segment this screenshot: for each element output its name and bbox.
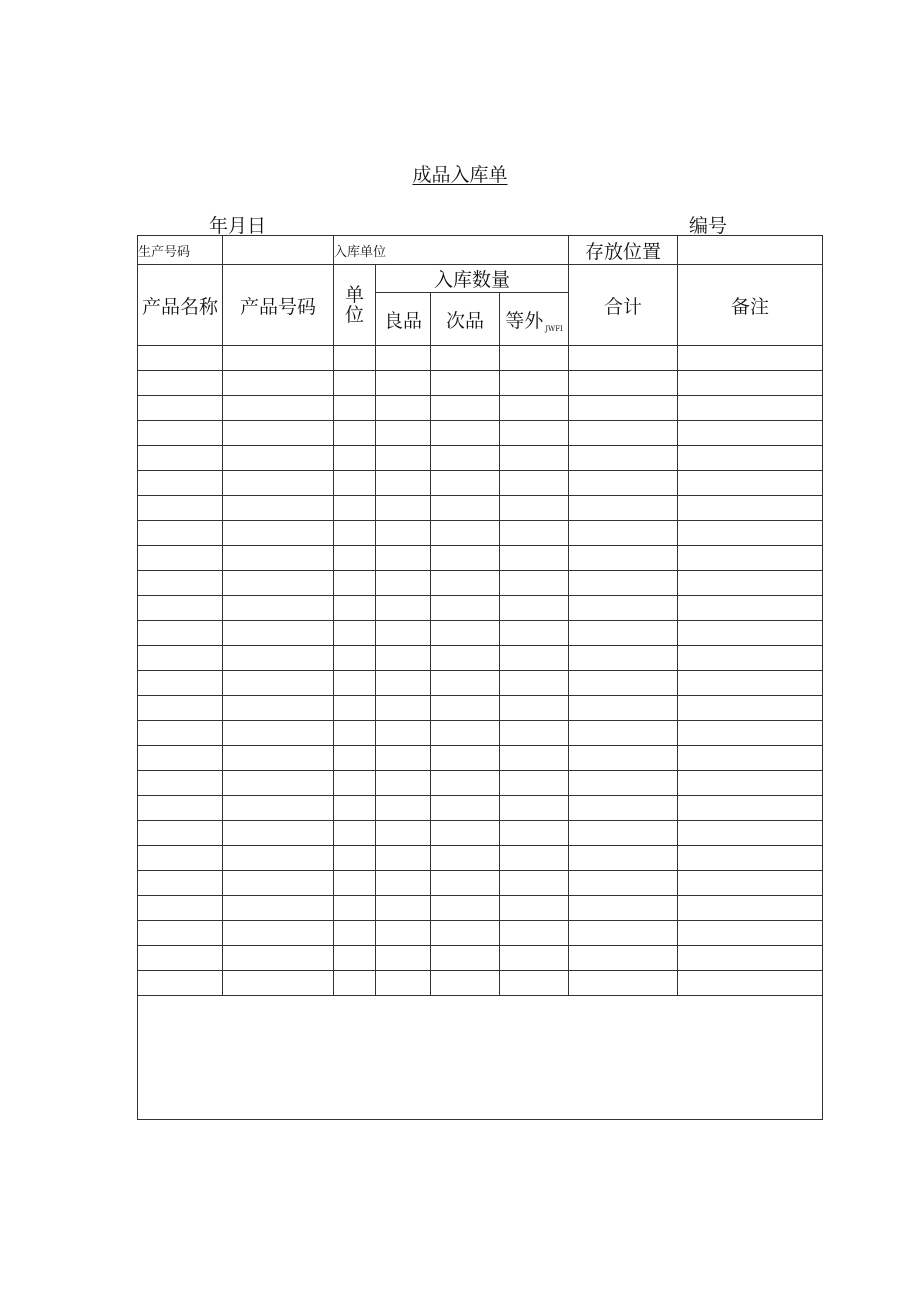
table-row [138,746,823,771]
storage-location-label: 存放位置 [569,236,678,265]
defective-quantity-header: 次品 [431,293,500,346]
table-row [138,346,823,371]
table-cell[interactable] [223,471,334,496]
table-cell[interactable] [500,646,569,671]
table-cell[interactable] [334,521,376,546]
production-number-label: 生产号码 [138,236,223,265]
table-cell[interactable] [376,646,431,671]
table-cell[interactable] [431,346,500,371]
table-cell[interactable] [334,371,376,396]
table-cell[interactable] [678,496,823,521]
table-cell[interactable] [223,871,334,896]
table-cell[interactable] [678,621,823,646]
table-cell[interactable] [678,921,823,946]
table-cell[interactable] [334,921,376,946]
table-row [138,396,823,421]
table-cell[interactable] [376,521,431,546]
table-cell[interactable] [569,821,678,846]
table-cell[interactable] [138,846,223,871]
table-cell[interactable] [376,446,431,471]
table-cell[interactable] [138,696,223,721]
table-cell[interactable] [569,971,678,996]
table-cell[interactable] [223,671,334,696]
table-cell[interactable] [223,546,334,571]
table-row [138,971,823,996]
table-cell[interactable] [500,896,569,921]
table-cell[interactable] [376,471,431,496]
table-cell[interactable] [431,371,500,396]
table-row [138,846,823,871]
table-cell[interactable] [678,521,823,546]
table-cell[interactable] [223,596,334,621]
table-cell[interactable] [500,721,569,746]
serial-number-label: 编号 [689,215,728,237]
table-cell[interactable] [376,896,431,921]
inbound-form-table [137,235,823,1120]
table-cell[interactable] [431,646,500,671]
table-cell[interactable] [223,646,334,671]
table-cell[interactable] [569,746,678,771]
table-cell[interactable] [500,371,569,396]
total-header: 合计 [569,265,678,346]
table-cell[interactable] [431,771,500,796]
table-cell[interactable] [569,896,678,921]
table-cell[interactable] [376,771,431,796]
table-cell[interactable] [569,771,678,796]
table-cell[interactable] [500,396,569,421]
table-cell[interactable] [376,371,431,396]
table-cell[interactable] [569,871,678,896]
table-cell[interactable] [138,521,223,546]
table-cell[interactable] [138,721,223,746]
table-cell[interactable] [223,796,334,821]
table-cell[interactable] [223,721,334,746]
table-cell[interactable] [569,496,678,521]
table-cell[interactable] [223,921,334,946]
table-cell[interactable] [138,921,223,946]
table-cell[interactable] [223,821,334,846]
table-cell[interactable] [138,946,223,971]
table-cell[interactable] [678,471,823,496]
table-cell[interactable] [569,471,678,496]
table-cell[interactable] [569,421,678,446]
table-row [138,871,823,896]
table-cell[interactable] [138,746,223,771]
table-cell[interactable] [376,596,431,621]
table-cell[interactable] [334,346,376,371]
footer-row [138,996,823,1120]
table-cell[interactable] [138,471,223,496]
date-label: 年月日 [209,215,267,237]
table-cell[interactable] [569,371,678,396]
table-cell[interactable] [334,421,376,446]
table-cell[interactable] [569,796,678,821]
table-cell[interactable] [431,496,500,521]
table-cell[interactable] [431,871,500,896]
table-cell[interactable] [138,796,223,821]
table-row [138,421,823,446]
table-cell[interactable] [500,446,569,471]
table-cell[interactable] [431,596,500,621]
table-row [138,571,823,596]
table-cell[interactable] [376,871,431,896]
table-cell[interactable] [569,671,678,696]
table-cell[interactable] [678,946,823,971]
table-cell[interactable] [678,796,823,821]
table-cell[interactable] [569,621,678,646]
table-cell[interactable] [138,871,223,896]
table-cell[interactable] [334,471,376,496]
table-cell[interactable] [500,921,569,946]
off-grade-mark: JWFI [545,324,563,333]
table-cell[interactable] [223,946,334,971]
table-cell[interactable] [500,746,569,771]
table-cell[interactable] [431,471,500,496]
table-cell[interactable] [376,396,431,421]
table-cell[interactable] [138,771,223,796]
table-cell[interactable] [431,671,500,696]
table-cell[interactable] [376,696,431,721]
table-cell[interactable] [334,396,376,421]
table-cell[interactable] [431,621,500,646]
table-cell[interactable] [500,421,569,446]
table-cell[interactable] [138,971,223,996]
table-cell[interactable] [334,621,376,646]
remarks-header: 备注 [678,265,823,346]
table-cell[interactable] [223,696,334,721]
table-row [138,771,823,796]
table-cell[interactable] [334,746,376,771]
table-cell[interactable] [138,346,223,371]
table-cell[interactable] [431,421,500,446]
off-grade-label: 等外 [505,309,544,332]
table-cell[interactable] [500,521,569,546]
table-cell[interactable] [678,846,823,871]
table-cell[interactable] [569,946,678,971]
table-cell[interactable] [138,621,223,646]
table-cell[interactable] [334,671,376,696]
table-cell[interactable] [678,721,823,746]
table-cell[interactable] [138,546,223,571]
table-cell[interactable] [138,671,223,696]
table-cell[interactable] [569,646,678,671]
table-row [138,371,823,396]
table-cell[interactable] [376,821,431,846]
table-cell[interactable] [678,821,823,846]
table-cell[interactable] [569,921,678,946]
table-cell[interactable] [376,946,431,971]
table-cell[interactable] [334,696,376,721]
table-cell[interactable] [500,621,569,646]
table-row [138,796,823,821]
table-cell[interactable] [678,671,823,696]
table-cell[interactable] [431,521,500,546]
table-cell[interactable] [334,796,376,821]
table-cell[interactable] [334,771,376,796]
good-quantity-header: 良品 [376,293,431,346]
product-number-header: 产品号码 [223,265,334,346]
table-cell[interactable] [431,746,500,771]
table-cell[interactable] [334,646,376,671]
table-cell[interactable] [431,921,500,946]
table-cell[interactable] [569,546,678,571]
table-cell[interactable] [334,896,376,921]
table-cell[interactable] [678,971,823,996]
table-cell[interactable] [376,621,431,646]
table-cell[interactable] [334,871,376,896]
table-cell[interactable] [334,721,376,746]
table-cell[interactable] [223,896,334,921]
table-cell[interactable] [138,646,223,671]
table-cell[interactable] [678,346,823,371]
table-cell[interactable] [500,796,569,821]
table-cell[interactable] [500,871,569,896]
table-cell[interactable] [334,596,376,621]
table-cell[interactable] [376,496,431,521]
table-cell[interactable] [138,571,223,596]
table-cell[interactable] [138,496,223,521]
table-cell[interactable] [138,396,223,421]
table-cell[interactable] [500,571,569,596]
table-cell[interactable] [500,821,569,846]
table-cell[interactable] [678,546,823,571]
table-row [138,821,823,846]
table-cell[interactable] [334,846,376,871]
table-cell[interactable] [334,971,376,996]
table-cell[interactable] [376,846,431,871]
table-cell[interactable] [138,821,223,846]
table-cell[interactable] [500,771,569,796]
table-cell[interactable] [431,946,500,971]
table-cell[interactable] [431,546,500,571]
table-cell[interactable] [431,971,500,996]
table-cell[interactable] [223,571,334,596]
table-cell[interactable] [138,596,223,621]
table-row [138,621,823,646]
table-cell[interactable] [334,821,376,846]
table-cell[interactable] [334,571,376,596]
table-cell[interactable] [431,721,500,746]
storage-location-field[interactable] [678,236,823,265]
table-cell[interactable] [431,821,500,846]
form-title: 成品入库单 [412,164,508,186]
table-cell[interactable] [500,471,569,496]
table-cell[interactable] [138,371,223,396]
table-cell[interactable] [334,496,376,521]
table-cell[interactable] [223,521,334,546]
table-cell[interactable] [678,896,823,921]
table-cell[interactable] [500,596,569,621]
table-row [138,521,823,546]
table-cell[interactable] [223,971,334,996]
table-cell[interactable] [138,446,223,471]
inbound-quantity-header: 入库数量 [376,265,569,293]
table-cell[interactable] [223,771,334,796]
table-cell[interactable] [376,671,431,696]
table-cell[interactable] [678,571,823,596]
table-cell[interactable] [376,796,431,821]
product-name-header: 产品名称 [138,265,223,346]
production-number-field[interactable] [223,236,334,265]
table-row [138,696,823,721]
table-cell[interactable] [569,346,678,371]
table-cell[interactable] [569,696,678,721]
table-row [138,921,823,946]
table-cell[interactable] [223,371,334,396]
table-cell[interactable] [376,921,431,946]
table-cell[interactable] [376,971,431,996]
table-row [138,896,823,921]
table-cell[interactable] [334,946,376,971]
table-cell[interactable] [431,396,500,421]
table-cell[interactable] [678,871,823,896]
table-cell[interactable] [569,596,678,621]
table-row [138,446,823,471]
table-cell[interactable] [678,596,823,621]
table-cell[interactable] [223,746,334,771]
table-cell[interactable] [431,571,500,596]
table-cell[interactable] [376,746,431,771]
table-cell[interactable] [431,446,500,471]
table-cell[interactable] [500,496,569,521]
table-cell[interactable] [138,421,223,446]
table-cell[interactable] [569,446,678,471]
table-cell[interactable] [569,396,678,421]
table-row [138,471,823,496]
table-cell[interactable] [431,846,500,871]
table-cell[interactable] [569,846,678,871]
table-cell[interactable] [678,421,823,446]
table-cell[interactable] [500,846,569,871]
table-cell[interactable] [376,546,431,571]
table-cell[interactable] [678,771,823,796]
table-cell[interactable] [569,721,678,746]
table-cell[interactable] [223,421,334,446]
table-cell[interactable] [223,846,334,871]
table-row [138,721,823,746]
table-row [138,546,823,571]
table-cell[interactable] [431,796,500,821]
table-cell[interactable] [500,696,569,721]
table-cell[interactable] [500,946,569,971]
table-cell[interactable] [500,671,569,696]
footer-notes-area[interactable] [138,996,823,1120]
table-cell[interactable] [223,346,334,371]
table-cell[interactable] [334,546,376,571]
table-cell[interactable] [500,346,569,371]
table-cell[interactable] [678,746,823,771]
table-row [138,671,823,696]
unit-header: 单 位 [334,265,376,346]
table-cell[interactable] [431,896,500,921]
table-cell[interactable] [500,971,569,996]
table-cell[interactable] [223,446,334,471]
table-row [138,496,823,521]
table-cell[interactable] [678,696,823,721]
table-row [138,596,823,621]
table-row [138,646,823,671]
table-cell[interactable] [569,521,678,546]
table-cell[interactable] [223,621,334,646]
table-cell[interactable] [678,446,823,471]
table-cell[interactable] [500,546,569,571]
table-cell[interactable] [376,421,431,446]
table-cell[interactable] [223,496,334,521]
table-cell[interactable] [678,371,823,396]
inbound-unit-label: 入库单位 [334,236,569,265]
table-cell[interactable] [376,571,431,596]
table-cell[interactable] [334,446,376,471]
table-cell[interactable] [678,646,823,671]
table-cell[interactable] [376,721,431,746]
table-cell[interactable] [223,396,334,421]
table-cell[interactable] [678,396,823,421]
table-cell[interactable] [431,696,500,721]
table-row [138,946,823,971]
table-cell[interactable] [376,346,431,371]
table-cell[interactable] [138,896,223,921]
off-grade-quantity-header [500,293,569,346]
table-cell[interactable] [569,571,678,596]
